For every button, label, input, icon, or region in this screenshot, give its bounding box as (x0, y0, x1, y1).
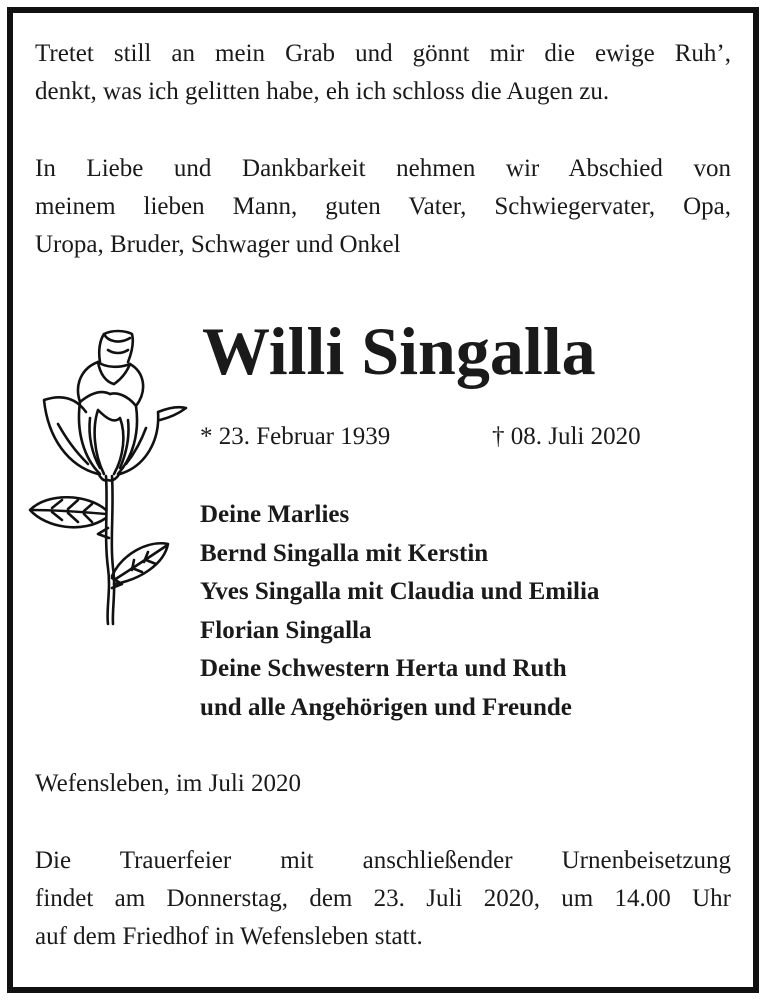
intro-line-1: In Liebe und Dankbarkeit nehmen wir Abschied von (35, 155, 731, 182)
funeral-notice (35, 842, 731, 956)
intro-line-3: Uropa, Bruder, Schwager und Onkel (35, 231, 401, 258)
mourner-item: Florian Singalla (200, 616, 372, 644)
intro-line-2: meinem lieben Mann, guten Vater, Schwiegervater, Opa, (35, 193, 731, 220)
place-date: Wefensleben, im Juli 2020 (35, 770, 301, 797)
verse-line-2: denkt, was ich gelitten habe, eh ich schloss die Augen zu. (35, 78, 610, 105)
verse-line-1: Tretet still an mein Grab und gönnt mir die ewige Ruh’, (35, 40, 731, 67)
mourners-list (200, 496, 599, 727)
mourner-item: Deine Marlies (200, 501, 350, 528)
intro-text (35, 150, 731, 264)
mourner-item: Yves Singalla mit Claudia und Emilia (200, 578, 600, 605)
death-date: † 08. Juli 2020 (492, 423, 641, 450)
funeral-line-2: findet am Donnerstag, dem 23. Juli 2020, um 14.00 Uhr (35, 885, 731, 912)
deceased-name: Willi Singalla (202, 313, 596, 389)
funeral-line-3: auf dem Friedhof in Wefensleben statt. (35, 923, 423, 950)
rose-icon (28, 328, 190, 628)
birth-date: * 23. Februar 1939 (200, 423, 391, 450)
mourner-item: und alle Angehörigen und Freunde (200, 693, 572, 721)
funeral-line-1: Die Trauerfeier mit anschließender Urnenbeisetzung (35, 847, 731, 874)
verse-text (35, 35, 731, 111)
mourner-item: Bernd Singalla mit Kerstin (200, 539, 489, 567)
mourner-item: Deine Schwestern Herta und Ruth (200, 655, 567, 682)
